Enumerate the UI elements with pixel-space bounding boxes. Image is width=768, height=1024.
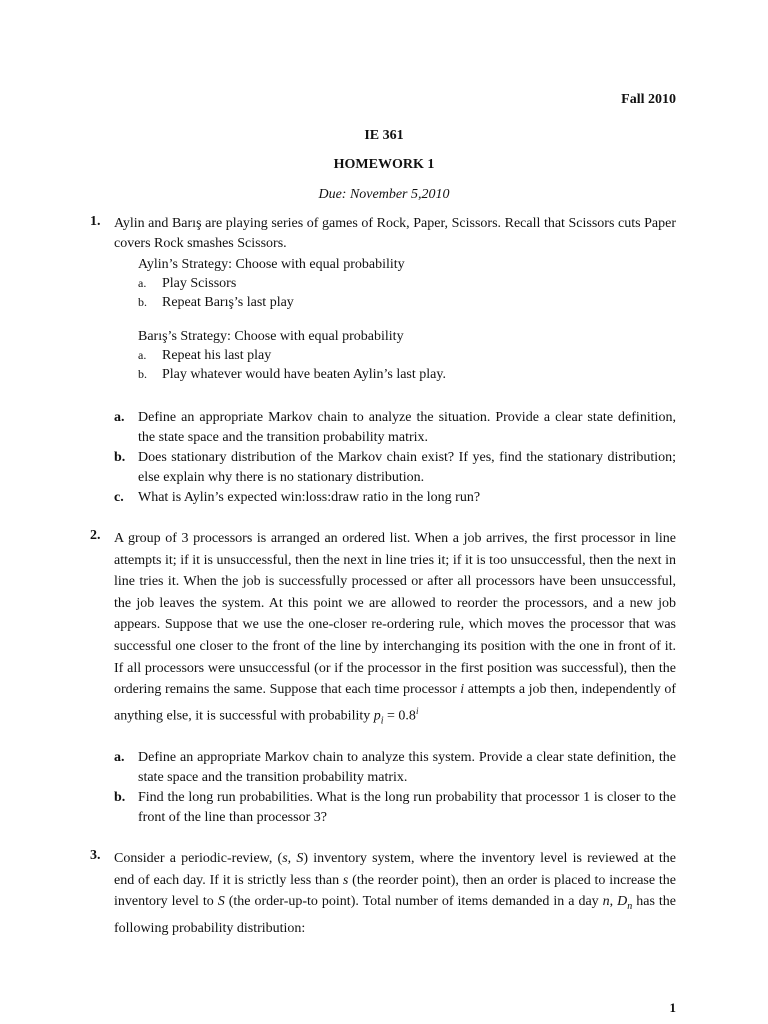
q3-text-part: Consider a periodic-review, (	[114, 851, 283, 866]
baris-option-a	[138, 346, 658, 365]
q3-text-part: (the reorder point), then an order is placed to increase the inventory level to	[114, 872, 676, 910]
demand-subscript: n	[627, 900, 633, 912]
reorder-symbol: s	[342, 872, 349, 888]
part-text: Does stationary distribution of the Markov chain exist? If yes, find the stationary distribution; else explain why there is no stationary distribution.	[138, 450, 676, 485]
order-up-to-symbol: S	[217, 894, 225, 910]
page-number: 1	[669, 1000, 676, 1015]
option-letter: a.	[138, 348, 147, 362]
part-letter: a.	[114, 750, 125, 765]
part-letter: a.	[114, 410, 125, 425]
part-text: Find the long run probabilities. What is the long run probability that processor 1 is closer to the front of the line than processor 3?	[138, 790, 676, 825]
reorder-symbol: s	[282, 851, 288, 866]
option-text: Repeat Barış’s last play	[162, 295, 294, 310]
option-letter: b.	[138, 367, 147, 381]
part-text: Define an appropriate Markov chain to analyze the situation. Provide a clear state definition, the state space and the transition probability matrix.	[138, 410, 676, 445]
q3-text-part: ,	[287, 851, 297, 866]
probability-subscript: i	[380, 715, 384, 727]
aylin-option-a	[138, 274, 658, 293]
question-1-part-a	[114, 408, 676, 448]
aylin-option-b	[138, 293, 658, 312]
probability-superscript: i	[415, 705, 419, 716]
option-text: Play whatever would have beaten Aylin’s last play.	[162, 367, 446, 382]
part-letter: b.	[114, 450, 126, 465]
question-1-parts	[114, 408, 676, 508]
part-text: What is Aylin’s expected win:loss:draw ratio in the long run?	[138, 490, 481, 505]
q3-text-part: (the order-up-to point). Total number of items demanded in a day	[224, 894, 603, 910]
option-letter: b.	[138, 295, 147, 309]
question-3-text	[114, 848, 676, 939]
probability-value: = 0.8	[383, 708, 416, 724]
question-2-body: A group of 3 processors is arranged an ordered list. When a job arrives, the first processor in line attempts it; if it is unsuccessful, then the next in line tries it; if it is too unsuccessful, then the next in line tries it. When the job is successfully processed or after all processors have been unsuccessful, the job leaves the system. At this point we are allowed to reorder the processors, and a new job appears. Suppose that we use the one-closer re-ordering rule, which moves the processor that was successful one closer to the front of the line by interchanging its position with the one in front of it. If all processors were unsuccessful (or if the processor in the first position was successful), then the ordering remains the same. Suppose that each time processor	[114, 531, 676, 698]
option-letter: a.	[138, 276, 147, 290]
question-2-body-continued: attempts a job then, independently of anything else, it is successful with probability	[114, 682, 676, 724]
demand-symbol: D	[617, 894, 628, 910]
q3-text-part: ) inventory system, where the inventory level is reviewed at the end of each day. If it is strictly less than	[114, 851, 677, 888]
baris-strategy	[138, 327, 658, 384]
baris-strategy-title: Barış’s Strategy: Choose with equal probability	[138, 329, 404, 344]
option-text: Repeat his last play	[162, 348, 272, 363]
q3-text-part: has the following probability distribution:	[114, 894, 677, 936]
aylin-strategy-title: Aylin’s Strategy: Choose with equal probability	[138, 257, 405, 272]
order-up-to-symbol: S	[296, 851, 304, 866]
question-1-part-b	[114, 448, 676, 488]
due-date: Due: November 5,2010	[318, 187, 450, 202]
question-2-text	[114, 528, 676, 732]
question-1-text: Aylin and Barış are playing series of games of Rock, Paper, Scissors. Recall that Scissors cuts Paper covers Rock smashes Scissors.	[114, 216, 676, 251]
question-3-number: 3.	[90, 848, 101, 863]
question-2-part-a	[114, 748, 676, 788]
question-2-part-b	[114, 788, 676, 828]
day-symbol: n	[602, 894, 610, 910]
probability-symbol: p	[373, 708, 381, 724]
question-1-number: 1.	[90, 214, 101, 229]
homework-title: HOMEWORK 1	[333, 157, 435, 172]
aylin-strategy	[138, 255, 658, 312]
course-code: IE 361	[364, 128, 404, 143]
part-text: Define an appropriate Markov chain to analyze this system. Provide a clear state definition, the state space and the transition probability matrix.	[138, 750, 676, 785]
question-2-number: 2.	[90, 528, 101, 543]
option-text: Play Scissors	[162, 276, 237, 291]
part-letter: c.	[114, 490, 124, 505]
part-letter: b.	[114, 790, 126, 805]
term-label: Fall 2010	[621, 92, 676, 107]
processor-index: i	[460, 682, 465, 698]
q3-text-part: ,	[609, 894, 618, 910]
question-1-part-c	[114, 488, 676, 508]
baris-option-b	[138, 365, 658, 384]
question-2-parts	[114, 748, 676, 828]
